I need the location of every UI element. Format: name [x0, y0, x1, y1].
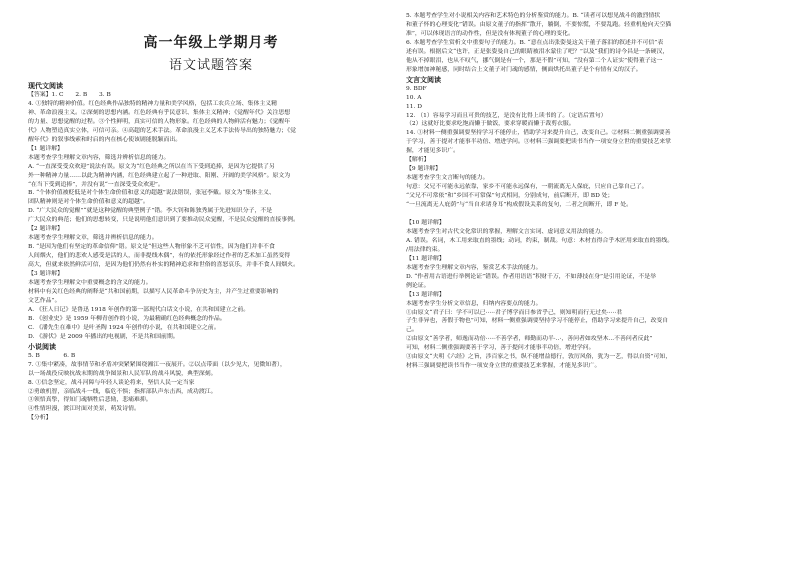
page-title: 高一年级上学期月考 — [143, 35, 279, 51]
page-subtitle: 语文试题答案 — [168, 58, 253, 73]
text-line: A. “一直深受受众欢迎”说法有误。原文为“红色经典之所以在当下受到追捧，是因为它提供了另 — [28, 163, 275, 170]
section-heading-modern-reading: 现代文阅读 — [28, 82, 63, 90]
text-line: 于学习，善于提对才能事半功倍、增进学问。③材料三强调要把读书当作一项安身立世的重要技艺来掌 — [406, 139, 672, 146]
text-line: 本题考查学生理解文中重要概念的含义的能力。 — [28, 280, 152, 287]
text-line: 醒年代》的叙事线索和时启的内在核心使该剧能脱颖而出。 — [28, 136, 182, 143]
text-line — [406, 210, 772, 219]
text-line: 11. D — [406, 103, 422, 110]
text-line: 以一场战役反映抗战末期的战争图景和人民军队的战斗风貌，典型深刻。 — [28, 370, 217, 377]
text-line: 述有误。根据后文“也许，正是张姿曼自己的眼睛被泪水蒙住了吧？”以及“我们的诗今昌是一条硬汉， — [406, 48, 669, 55]
text-line: 6. 本题考查学生赏析文中重要句子的能力。B. “意在点出张姿曼这关于董子落泪的叙述并不可信”表 — [406, 39, 664, 46]
text-line: ④性情坦漫，渡江时面对美景，萌发诗情。 — [28, 406, 140, 413]
text-line: D. “广大民众的觉醒”“就是这种觉醒的典型例子”错。李大钊和陈独秀属于先进知识分子，不是 — [28, 208, 273, 215]
text-line: 可知，材料二侧重强调要善于学习，善于提问才能事半功倍，增进学问。 — [406, 345, 595, 352]
text-line: 文艺作品”。 — [28, 297, 61, 304]
text-line: 【11 题详解】 — [406, 255, 445, 262]
text-line: 高大，但就来依然鲜活可信，是因为他们仍然有朴实的精神追求和世俗的喜怒哀乐，并非不食人间烟火。 — [28, 262, 299, 269]
text-line: 【2 题详解】 — [28, 226, 64, 233]
text-line: 【10 题详解】 — [406, 219, 445, 226]
text-line: 神、革命浪漫主义。②深刻的思想内涵。红色经典有乎民意识、集体主义精神；《觉醒年代》关注思想 — [28, 109, 291, 116]
text-line: 形象增加神秘感，同时结合上文董子对门魂的感情，侧面烘托出董子是个有情有义的汉子。 — [406, 66, 642, 73]
left-lines-2 — [28, 352, 394, 424]
text-line: 子生非异也，善假于物也”可知，材料一侧重强调要坚持学习不能停止，借助学习来提升自己，改变自 — [406, 318, 669, 325]
text-line: 5. B 6. B — [28, 352, 76, 359]
text-line: 材料中有关红色经典的阐释是“共和国前期，以描写人民革命斗争历史为主，并产生过重要影响的 — [28, 288, 279, 295]
text-line: 本题考查学生理解文章内容，筛选并辨析信息的能力。 — [28, 154, 170, 161]
text-line: 12. （1）容易学习而且可贵的技艺，是没有比得上读书的了。（定语后置句） — [406, 112, 607, 119]
text-line: 握，才能见多识广。 — [406, 148, 460, 155]
text-line: 他从不掉眼泪，也从不叹气，挪气倒是有一个，那是不假”可知，“没有第二个人证实”使得董子这一 — [406, 57, 663, 64]
text-line: 代》人物塑造真实立体，可信可亲。④高超的艺术手法。革命浪漫主义艺术手法传导出的独特魅力；《觉 — [28, 127, 297, 134]
text-line: /用法律约束。 — [406, 246, 444, 253]
text-line: 8. ①信念坚定，战斗河障与年轻人谈论将来，坚信人民一定当家 — [28, 379, 195, 386]
text-line: ③领悟真挚，得知门魂牺牲后悲恸，悲痛难抑。 — [28, 397, 152, 404]
text-line: 【分析】 — [28, 415, 52, 422]
text-line: D. 《游伏》是 2009 年播出的电视剧，不是共和国前期。 — [28, 333, 179, 340]
text-line: 本题考查学生文言断句的能力。 — [406, 175, 489, 182]
text-line: 【3 题详解】 — [28, 271, 64, 278]
text-line: （2）这就好比要求吃饱而懒于做饭，要求穿暖而懒于裁剪衣服。 — [406, 121, 575, 128]
text-line: 4. ①独特的精神价值。红色经典作品独特的精神力量和美学风格，包括工农兵立场、集体主义精 — [28, 100, 278, 107]
text-line: “一旦流离无人庇荫”与“当自求诸身耳”构成假设关系的复句，二者之间断开，即 F 处。 — [406, 202, 633, 209]
text-line: 5. 本题考查学生对小说相关内容和艺术特色的分析鉴赏的能力。B. “读者可以想见战斗的激烈情状 — [406, 13, 661, 19]
left-column — [28, 32, 394, 423]
left-lines — [28, 91, 394, 342]
text-line: 本题考查学生理解文章内容，鉴赏艺术手法的能力。 — [406, 264, 542, 271]
text-line: ②勇敢机智，亲临战斗一线，临危不惧；指挥部队声东击西，成功渡江。 — [28, 388, 217, 395]
text-line: ②由原文“善学者，师逸而功倍·····不善学者，师勤而功半·..·，善问者如攻坚木...不善问者反此” — [406, 336, 653, 343]
text-line: 【答案】1. C 2. B 3. B — [28, 92, 111, 98]
text-line: “父兄不可常依”和“乡国不可常保”句式相同，分别成句，前后断开，即 BD 处； — [406, 193, 614, 200]
text-line: 本题考查学生理解文章，筛选并辨析信息的能力。 — [28, 235, 158, 242]
text-line: 句意：父兄不可能永远依靠，家乡不可能永远保有，一朝流离无人保庇，只应自己靠自己了。 — [406, 184, 648, 191]
text-line: 准”，可以体现语言的动作性，但是没有体现董子的心理的变化。 — [406, 30, 574, 37]
text-line: 外一种精神力量……以此为精神内涵，红色经典建立起了一种进取、阳刚、开阔的美学风格”。原文为 — [28, 172, 291, 179]
text-line: B. “是因为他们有坚定的革命信仰”错。原文是“但这些人物形象不乏可信性，因为他们并非不食 — [28, 244, 275, 251]
text-line: 7. ①集中紧凑，故事情节和矛盾冲突紧紧围绕湘江一夜展开。②以点带面（以少见大，见微知著）， — [28, 361, 286, 368]
right-column — [406, 12, 772, 371]
text-line: C. 《潘先生在难中》是叶圣陶 1924 年创作的小说，在共和国建立之前。 — [28, 324, 220, 331]
text-line: 人间烟火，他们的悲欢人感受是活的人，而非提线木偶”，有的依托形象经过作者的艺术加工虽然变得 — [28, 253, 291, 260]
text-line: 广大民众的典范；他们的思想转变，只是说明他们意识到了要推动民众觉醒，不是民众觉醒的直接事例。 — [28, 217, 299, 224]
text-line: 材料三强调要把读书当作一项安身立世的重要技艺来掌握，才能见多识广。 — [406, 363, 601, 370]
text-line: ③由原文“夫明《六经》之旨，涉百家之书，纵不能增益德行，敦厉风俗，犹为一艺，得以自资”可知， — [406, 354, 672, 361]
section-heading-classical-reading: 文言文阅读 — [406, 75, 441, 84]
section-heading-novel-reading: 小说阅读 — [28, 342, 56, 351]
right-lines-2 — [406, 85, 772, 372]
text-line: 【9 题详解】 — [406, 166, 442, 173]
text-line: 【13 题详解】 — [406, 291, 445, 298]
text-line: 例论证。 — [406, 282, 430, 289]
right-lines — [406, 12, 772, 75]
text-line: D. “作者用古语进行举例论证”错误。作者用语语“积财千万，不如薄技在身”是引用论证，不是举 — [406, 273, 657, 280]
text-line: 10. A — [406, 94, 422, 101]
text-line: 本题考查学生对古代文化常识的掌握，理解文言实词、虚词意义用法的能力。 — [406, 228, 607, 235]
text-line: “在当下受到追捧”，并没有说“一直深受受众欢迎”。 — [28, 181, 164, 188]
text-line: 【解析】 — [406, 157, 430, 164]
text-line: B. “个体价值被贬低是对个体生命价值和意义的超越”说法错误，张冠李戴。原文为“集体主义、 — [28, 190, 275, 197]
text-line: 9. BDF — [406, 85, 427, 92]
text-line: ①由原文“君子曰：学不可以已·····君子博学而日参省乎己，则知明而行无过矣·····君 — [406, 309, 623, 316]
text-line: A. 《狂人日记》是鲁迅 1918 年创作的第一部现代白话文小说，在共和国建立之前。 — [28, 306, 250, 313]
text-line: A. 错误。名词，木工用来取直的墨线；动词，约束，制裁。句意：木材直得合乎木匠用来取直的墨线。 — [406, 237, 674, 244]
text-line: B. 《创业史》是 1959 年柳青创作的小说，为最精确红色经典概念的作品。 — [28, 315, 226, 322]
text-line: 己。 — [406, 327, 418, 334]
text-line: 团队精神则是对个体生命价值和意义的超越”。 — [28, 199, 149, 206]
text-line: 的力量、思想觉醒的过程。③个性鲜明，真实可信的人物形象。红色经典的人物鲜活有魅力；《觉醒年 — [28, 118, 291, 125]
text-line: 本题考查学生分析文章信息，归纳内容要点的能力。 — [406, 300, 542, 307]
text-line: 【1 题详解】 — [28, 145, 64, 152]
text-line: 14. ①材料一侧重强调要坚持学习不能停止，借助学习来提升自己，改变自己。②材料二侧重强调要善 — [406, 130, 671, 137]
text-line: 和董子怀的心理变化”错误。由原文董子的指挥“散开，躺倒，不要惊慌，不要乱跑。轻重机枪向天空猫 — [406, 21, 672, 28]
